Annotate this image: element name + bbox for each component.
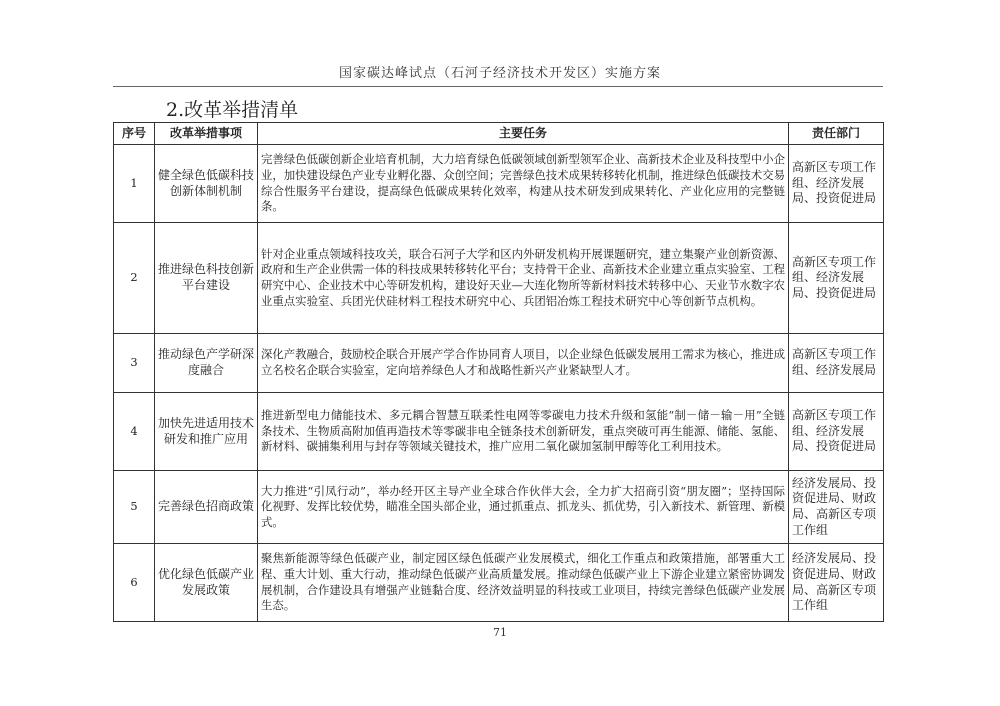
table-row [114,471,884,544]
main-task: 完善绿色低碳创新企业培育机制，大力培育绿色低碳领域创新型领军企业、高新技术企业及科技型中小企业，加快建设绿色产业专业孵化器、众创空间；完善绿色技术成果转移转化机制，推进绿色低碳技术交易综合性服务平台建设，提高绿色低碳成果转化效率，构建从技术研发到成果转化、产业化应用的完整链条。 [258,145,789,223]
table-row [114,334,884,393]
table-header-row [114,123,884,145]
reform-item: 健全绿色低碳科技创新体制机制 [155,145,258,223]
main-task: 聚焦新能源等绿色低碳产业，制定园区绿色低碳产业发展模式，细化工作重点和政策措施，部署重大工程、重大计划、重大行动，推动绿色低碳产业高质量发展。推动绿色低碳产业上下游企业建立紧密协调发展机制，合作建设具有增强产业链黏合度、经济效益明显的科技或工业项目，持续完善绿色低碳产业发展生态。 [258,544,789,622]
table-row [114,145,884,223]
row-number: 1 [114,145,155,223]
reform-item: 推进绿色科技创新平台建设 [155,223,258,334]
running-header: 国家碳达峰试点（石河子经济技术开发区）实施方案 [338,66,661,81]
reform-item: 加快先进适用技术研发和推广应用 [155,393,258,471]
main-task: 针对企业重点领域科技攻关，联合石河子大学和区内外研发机构开展课题研究，建立集聚产业创新资源、政府和生产企业供需一体的科技成果转移转化平台；支持骨干企业、高新技术企业建立重点实验室、工程研究中心、企业技术中心等研发机构，建设好天业—大连化物所等新材料技术转移中心、天业节水数字农业重点实验室、兵团光伏硅材料工程技术研究中心、兵团铝冶炼工程技术研究中心等创新节点机构。 [258,223,789,334]
row-number: 5 [114,471,155,544]
table-row [114,223,884,334]
responsible-dept: 高新区专项工作组、经济发展局 [789,334,884,393]
reform-item: 优化绿色低碳产业发展政策 [155,544,258,622]
header-no: 序号 [114,123,155,145]
table-row [114,544,884,622]
responsible-dept: 经济发展局、投资促进局、财政局、高新区专项工作组 [789,471,884,544]
row-number: 4 [114,393,155,471]
responsible-dept: 经济发展局、投资促进局、财政局、高新区专项工作组 [789,544,884,622]
main-task: 深化产教融合，鼓励校企联合开展产学合作协同育人项目，以企业绿色低碳发展用工需求为核心，推进成立名校名企联合实验室，定向培养绿色人才和战略性新兴产业紧缺型人才。 [258,334,789,393]
responsible-dept: 高新区专项工作组、经济发展局、投资促进局 [789,393,884,471]
reform-item: 推动绿色产学研深度融合 [155,334,258,393]
table-row [114,393,884,471]
responsible-dept: 高新区专项工作组、经济发展局、投资促进局 [789,223,884,334]
main-task: 大力推进“引凤行动”，举办经开区主导产业全球合作伙伴大会，全力扩大招商引资“朋友圈”；坚持国际化视野、发挥比较优势，瞄准全国头部企业，通过抓重点、抓龙头、抓优势，引入新技术、新管理、新模式。 [258,471,789,544]
reform-measures-table [113,122,884,622]
responsible-dept: 高新区专项工作组、经济发展局、投资促进局 [789,145,884,223]
row-number: 6 [114,544,155,622]
section-title: 2.改革举措清单 [166,99,299,121]
header-task: 主要任务 [258,123,789,145]
reform-item: 完善绿色招商政策 [155,471,258,544]
row-number: 2 [114,223,155,334]
header-rule [113,86,883,87]
header-dept: 责任部门 [789,123,884,145]
page-number: 71 [493,626,507,639]
row-number: 3 [114,334,155,393]
main-task: 推进新型电力储能技术、多元耦合智慧互联柔性电网等零碳电力技术升级和氢能“制－储－输－用”全链条技术、生物质高附加值再造技术等零碳非电全链条技术创新研发，重点突破可再生能源、储能、氢能、新材料、碳捕集利用与封存等领域关键技术，推广应用二氧化碳加氢制甲醇等化工利用技术。 [258,393,789,471]
header-item: 改革举措事项 [155,123,258,145]
